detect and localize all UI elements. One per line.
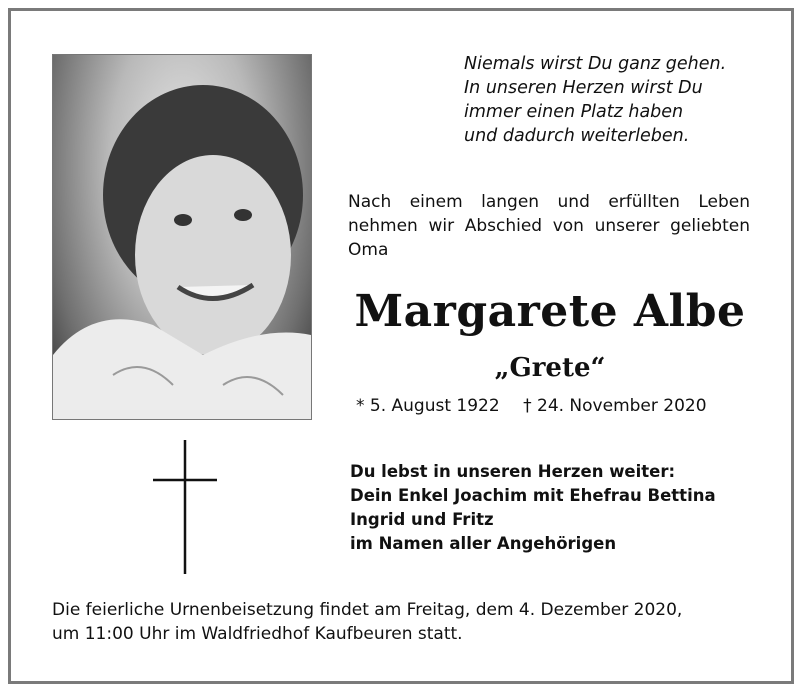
mourners-block	[350, 460, 716, 556]
mourners-line: Dein Enkel Joachim mit Ehefrau Bettina	[350, 486, 716, 505]
funeral-info	[52, 598, 752, 646]
deceased-nickname: „Grete“	[494, 353, 606, 383]
poem-text: Niemals wirst Du ganz gehen. In unseren Herzen wirst Du immer einen Platz haben und dadurch weiterleben.	[464, 54, 727, 146]
intro-text: Nach einem langen und erfüllten Leben nehmen wir Abschied von unserer geliebten Oma	[348, 192, 750, 260]
mourners-line: im Namen aller Angehörigen	[350, 534, 617, 553]
funeral-line: Die feierliche Urnenbeisetzung findet am Freitag, dem 4. Dezember 2020,	[52, 600, 683, 620]
mourners-line: Du lebst in unseren Herzen weiter:	[350, 462, 676, 481]
deceased-name: Margarete Albe	[354, 286, 746, 337]
life-dates	[356, 396, 707, 416]
mourners-line: Ingrid und Fritz	[350, 510, 494, 529]
funeral-line: um 11:00 Uhr im Waldfriedhof Kaufbeuren statt.	[52, 624, 463, 644]
birth-date: * 5. August 1922	[356, 396, 500, 416]
cross-icon	[150, 440, 220, 574]
portrait-photo	[52, 54, 312, 420]
death-date: † 24. November 2020	[523, 396, 707, 416]
